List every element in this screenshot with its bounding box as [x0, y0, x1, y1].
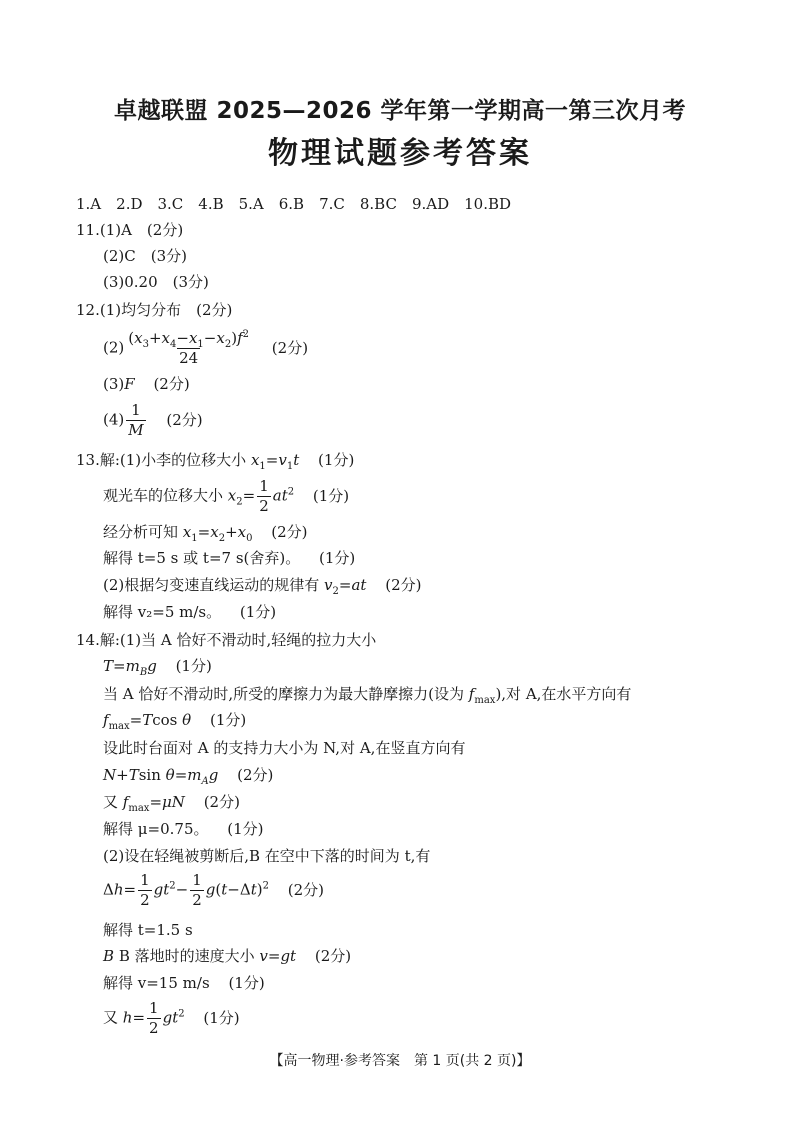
q14-line7: 又 $f_{max}=\mu N$ (2分) — [103, 793, 240, 814]
q13-line5: (2)根据匀变速直线运动的规律有 $v_2=at$ (2分) — [103, 576, 422, 597]
q14-line12: B B 落地时的速度大小 v=gt (2分) — [103, 947, 352, 965]
q13-line6: 解得 v₂=5 m/s。 (1分) — [103, 603, 277, 621]
q12-formula: $\frac{(x_3+x_4-x_1-x_2)f^2}{24}$ — [128, 329, 250, 367]
page-footer: 【高一物理·参考答案 第 1 页(共 2 页)】 — [269, 1053, 531, 1069]
q13-line2: 观光车的位移大小 $x_2=$ $\frac{1}{2}$ $at^2$ (1分) — [103, 477, 350, 515]
q12-part3: (3)F (2分) — [103, 375, 190, 393]
q12-part2: (2) $\frac{(x_3+x_4-x_1-x_2)f^2}{24}$ (2分) — [103, 329, 309, 367]
q11-part1: 11.(1)A (2分) — [76, 221, 184, 239]
q14-line8: 解得 μ=0.75。 (1分) — [103, 820, 264, 838]
q11-part3: (3)0.20 (3分) — [103, 273, 209, 291]
q13-line1: 13.解:(1)小李的位移大小 $x_1=v_1t$ (1分) — [76, 451, 355, 472]
q14-line5: 设此时台面对 A 的支持力大小为 N,对 A,在竖直方向有 — [103, 739, 466, 757]
q13-line4: 解得 t=5 s 或 t=7 s(舍弃)。 (1分) — [103, 549, 356, 567]
exam-title: 卓越联盟 2025—2026 学年第一学期高一第三次月考 — [113, 98, 687, 124]
q14-line4: $f_{max}=Tcos$ θ (1分) — [103, 711, 247, 732]
q14-line13: 解得 v=15 m/s (1分) — [103, 974, 265, 992]
q14-line9: (2)设在轻绳被剪断后,B 在空中下落的时间为 t,有 — [103, 847, 431, 865]
q14-line2: $T=m_Bg$ (1分) — [103, 657, 212, 678]
q14-line10: Δh= $\frac{1}{2}$ $gt^2-$ $\frac{1}{2}$ $g(t-\Delta t)^2$ (2分) — [103, 871, 324, 909]
q12-part1: 12.(1)均匀分布 (2分) — [76, 301, 233, 319]
q14-line6: N+Tsin $\theta=m_Ag$ (2分) — [103, 766, 274, 787]
q14-line11: 解得 t=1.5 s — [103, 921, 193, 939]
choice-answers: 1.A 2.D 3.C 4.B 5.A 6.B 7.C 8.BC 9.AD 10.BD — [76, 195, 512, 213]
q14-line3: 当 A 恰好不滑动时,所受的摩擦力为最大静摩擦力(设为 $f_{max}$),对 A,在水平方向有 — [103, 685, 632, 706]
q13-line3: 经分析可知 $x_1=x_2+x_0$ (2分) — [103, 523, 308, 544]
q14-line14: 又 h= $\frac{1}{2}$ $gt^2$ (1分) — [103, 999, 240, 1037]
q14-line1: 14.解:(1)当 A 恰好不滑动时,轻绳的拉力大小 — [76, 631, 377, 649]
q11-part2: (2)C (3分) — [103, 247, 187, 265]
q12-part4: (4) $\frac{1}{M}$ (2分) — [103, 401, 203, 439]
answer-key-title: 物理试题参考答案 — [268, 136, 532, 171]
